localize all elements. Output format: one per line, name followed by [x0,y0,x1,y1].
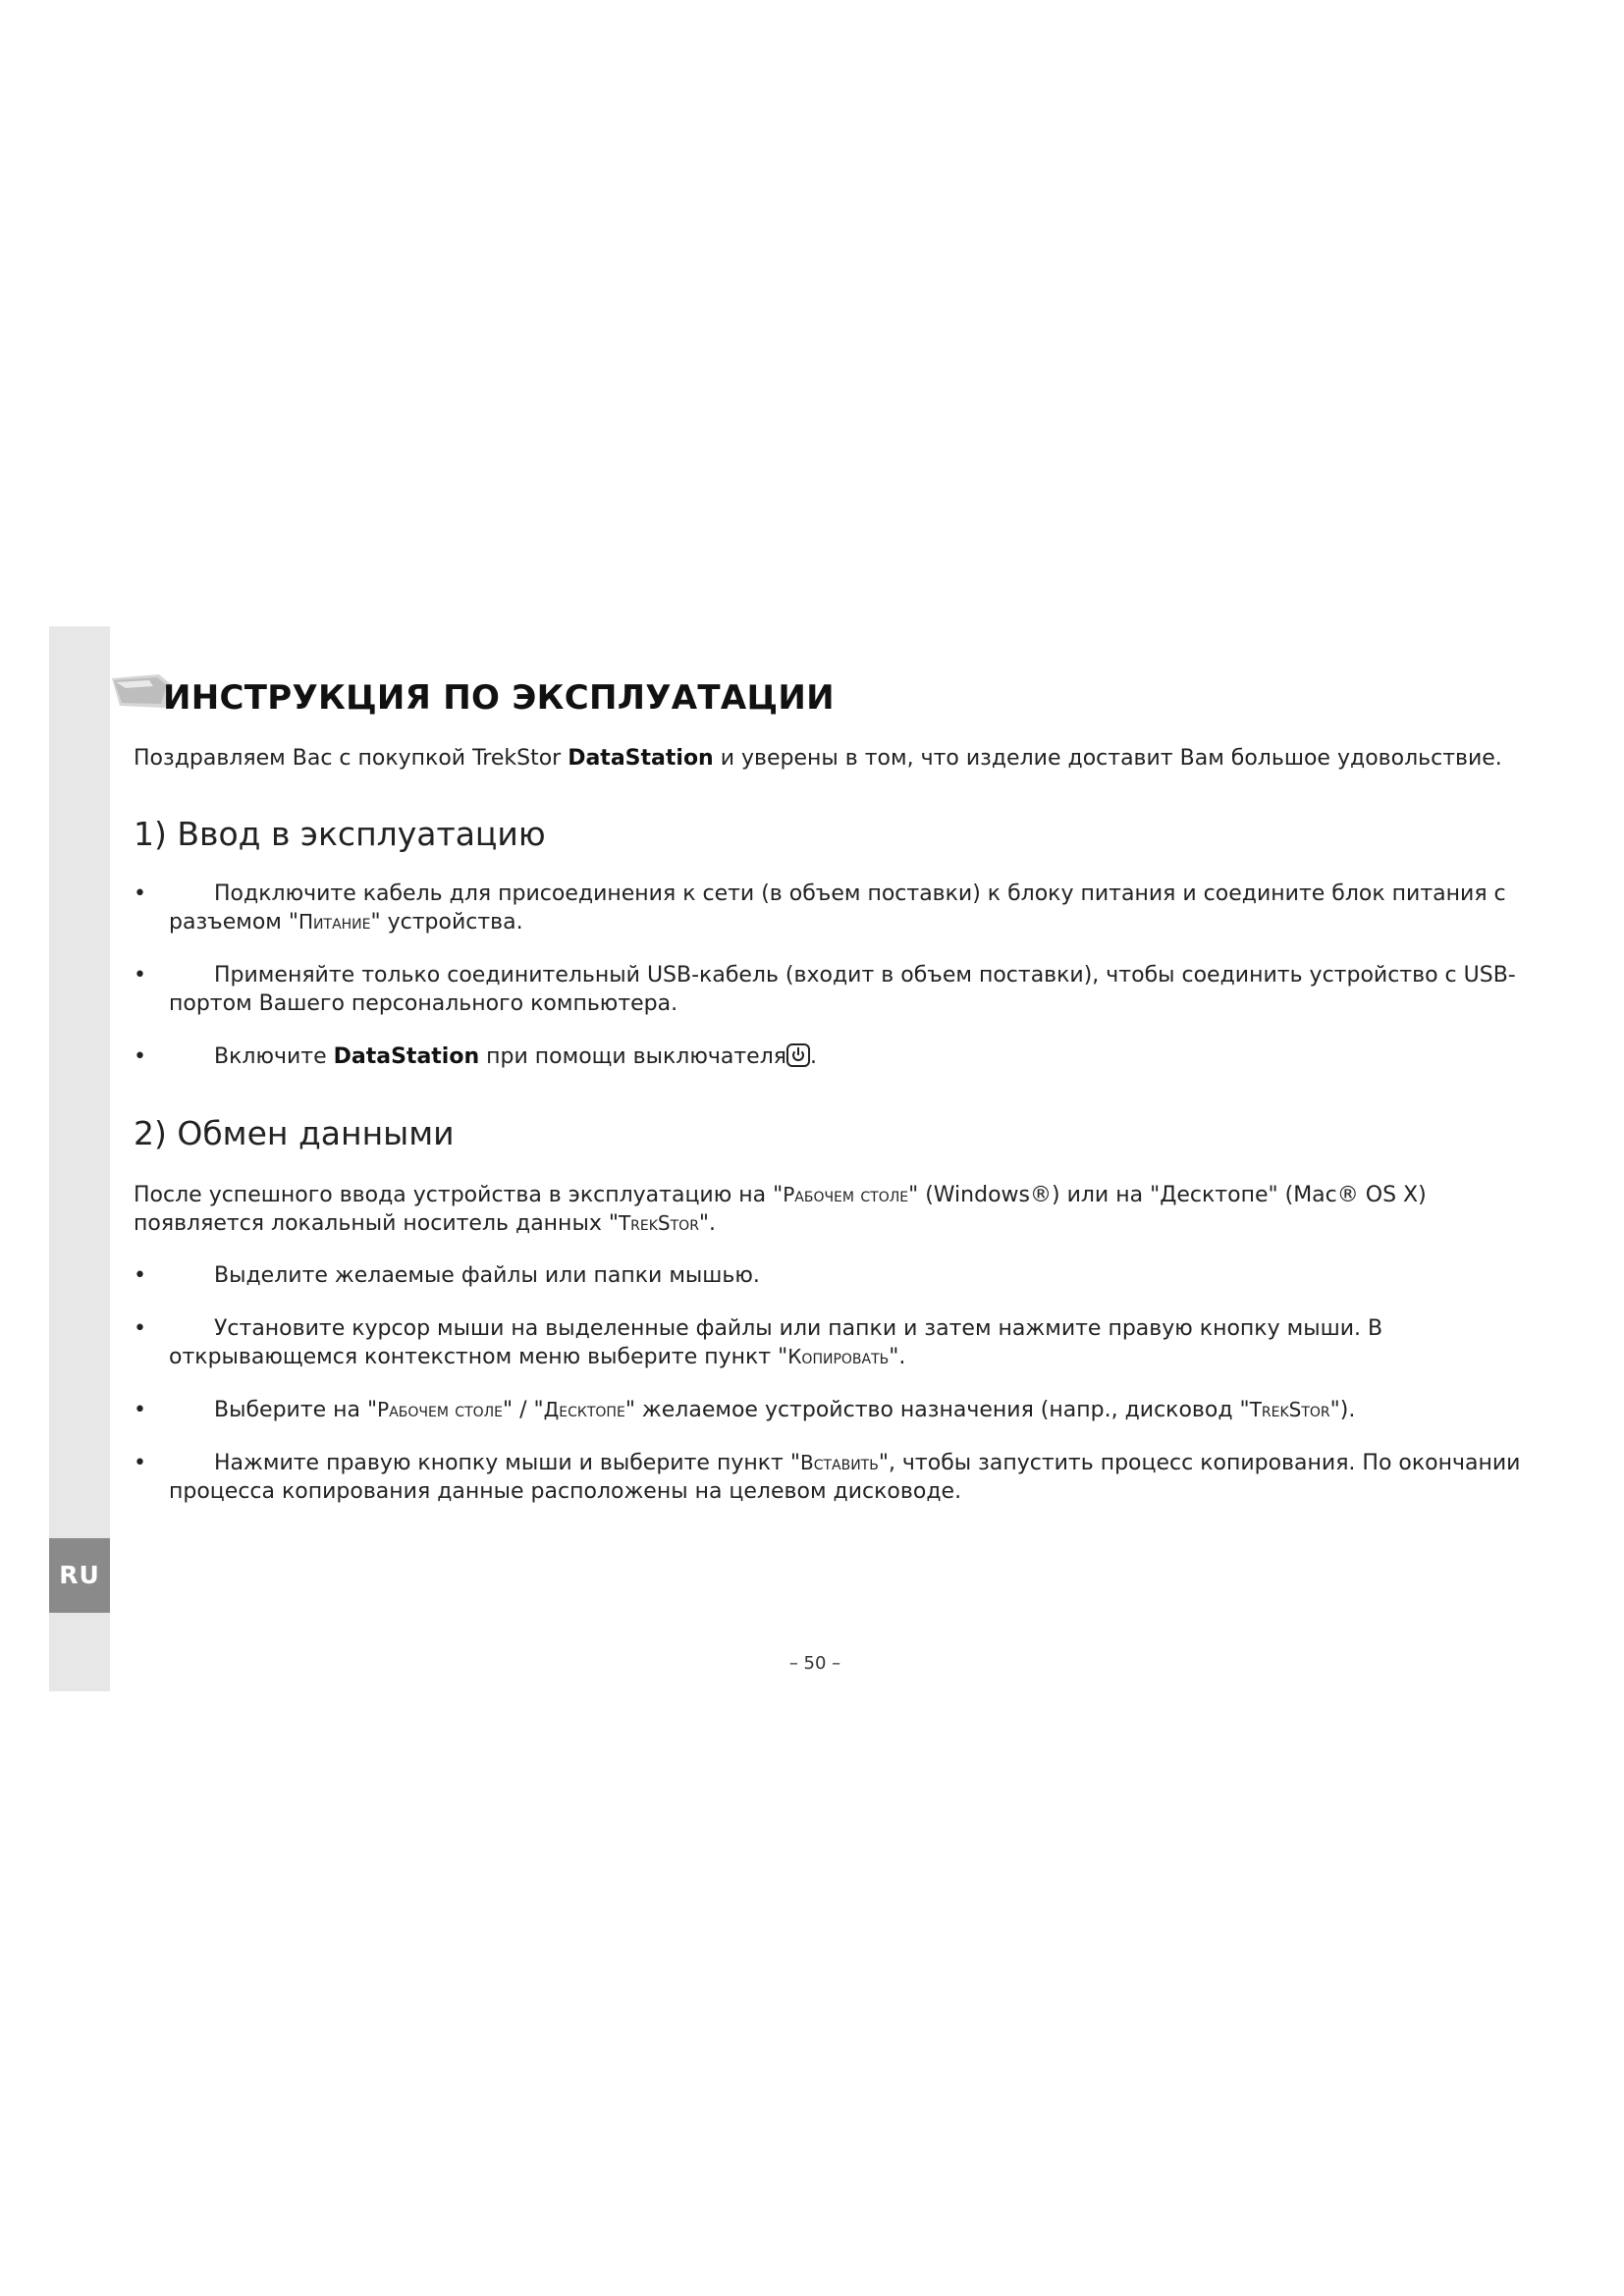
term-paste: Вставить [799,1451,879,1474]
product-name: DataStation [333,1044,480,1069]
language-tab: RU [49,1538,110,1613]
section-heading-data-exchange: 2) Обмен данными [134,1114,455,1152]
page-number: – 50 – [788,1653,841,1674]
list-item: • Нажмите правую кнопку мыши и выберите пункт "Вставить", чтобы запустить процесс копирования. По окончании процесса копирования данные расположены на целевом дисководе. [134,1451,1521,1504]
list-item: • Включите DataStation при помощи выключателя . [134,1044,818,1069]
term-power: Питание [298,910,371,934]
list-item: • Выделите желаемые файлы или папки мышью. [134,1263,760,1288]
data-exchange-paragraph: После успешного ввода устройства в эксплуатацию на "Рабочем столе" (Windows®) или на "Десктопе" (Mac® OS X) появляется локальный носитель данных "TrekStor". [134,1183,1427,1236]
setup-steps-list [134,880,1547,1071]
intro-paragraph: Поздравляем Вас с покупкой TrekStor DataStation и уверены в том, что изделие доставит Вам большое удовольствие. [134,746,1502,771]
list-item: • Установите курсор мыши на выделенные файлы или папки и затем нажмите правую кнопку мыши. В открывающемся контекстном меню выберите пункт "Копировать". [134,1316,1383,1369]
term-copy: Копировать [787,1345,890,1368]
section-heading-setup: 1) Ввод в эксплуатацию [134,815,546,853]
side-strip [49,626,110,1691]
page-title: ИНСТРУКЦИЯ ПО ЭКСПЛУАТАЦИИ [163,678,835,718]
data-exchange-steps-list [134,1261,1547,1506]
list-item: • Применяйте только соединительный USB-кабель (входит в объем поставки), чтобы соединить устройство с USB-портом Вашего персонального компьютера. [134,963,1516,1016]
product-name: DataStation [568,746,714,771]
power-icon [786,1043,810,1067]
list-item: • Выберите на "Рабочем столе" / "Десктопе" желаемое устройство назначения (напр., дисковод "TrekStor"). [134,1398,1356,1422]
list-item: • Подключите кабель для присоединения к сети (в объем поставки) к блоку питания и соедините блок питания с разъемом "Питание" устройства. [134,881,1506,934]
